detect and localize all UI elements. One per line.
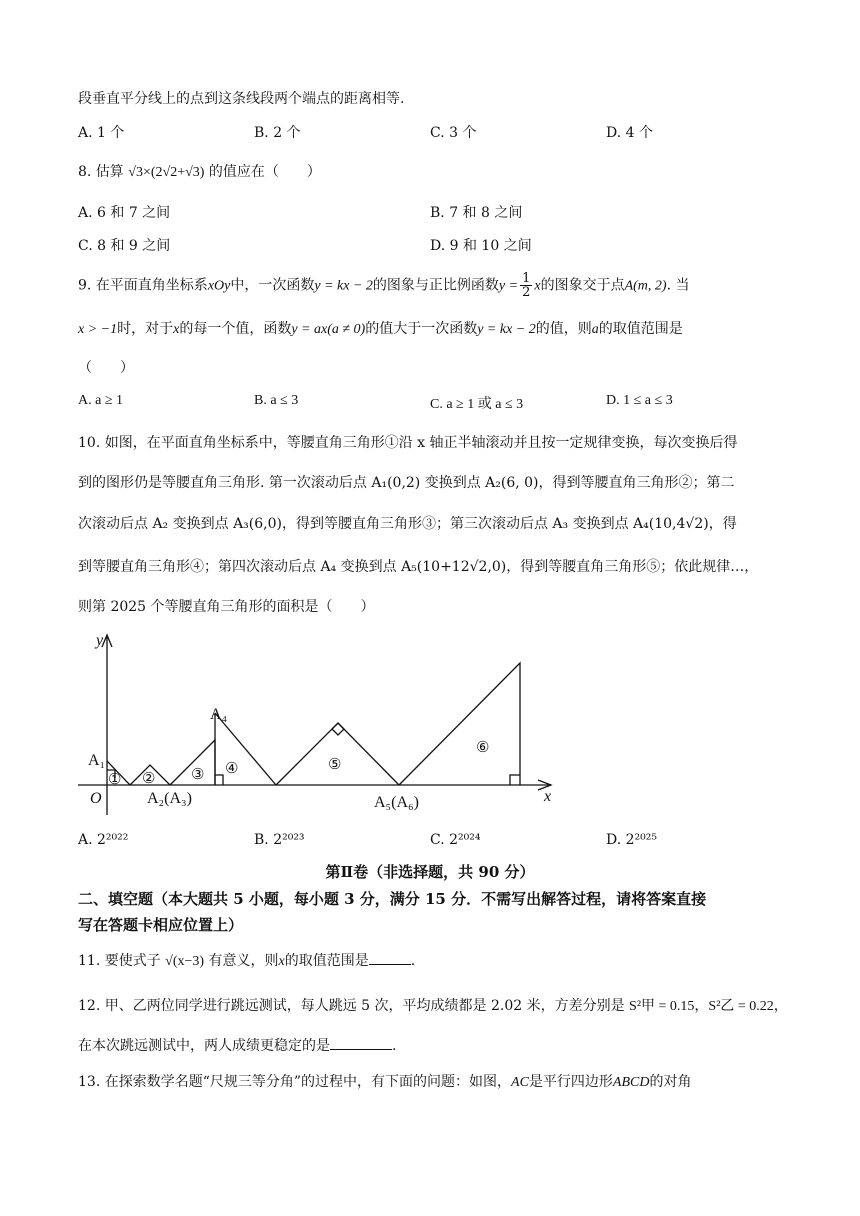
- q10-line-3: 次滚动后点 A₂ 变换到点 A₃(6,0)，得到等腰直角三角形③；第三次滚动后点 A₃ 变换到点 A₄(10,4√2)，得: [78, 516, 737, 532]
- option-d[interactable]: D. 2²⁰²⁵: [606, 832, 657, 848]
- question-8: [78, 161, 321, 181]
- point-label-a4: A₄: [210, 706, 228, 723]
- q9-text: 的每一个值，函数: [179, 321, 292, 337]
- option-b[interactable]: B. a ≤ 3: [254, 393, 299, 408]
- option-c[interactable]: C. 2²⁰²⁴: [430, 832, 481, 848]
- option-d[interactable]: D. 4 个: [606, 125, 653, 141]
- option-a[interactable]: A. 2²⁰²²: [78, 832, 129, 848]
- question-12-line-2: [78, 1035, 396, 1055]
- origin-label: O: [90, 790, 102, 807]
- option-b[interactable]: B. 2 个: [254, 125, 301, 141]
- point-label-a2-a3: A₂(A₃): [147, 790, 192, 807]
- q9-math: x: [534, 278, 541, 294]
- q9-text: 的取值范围是: [598, 321, 683, 337]
- right-angle-mark: [510, 775, 520, 785]
- q13-text: 是平行四边形: [528, 1074, 613, 1090]
- option-c[interactable]: C. 3 个: [430, 125, 477, 141]
- q9-math: x: [173, 322, 180, 337]
- section-title: 第Ⅱ卷（非选择题，共 90 分）: [325, 863, 535, 881]
- q9-math: a: [591, 322, 599, 337]
- q9-math: y = kx − 2: [477, 322, 536, 337]
- triangle-5: [276, 723, 399, 785]
- q11-text: 有意义，则: [208, 953, 279, 969]
- triangle-label-2: ②: [142, 771, 156, 787]
- q8-prefix: 8. 估算: [78, 164, 124, 180]
- q8-expression: √3×(2√2+√3): [128, 165, 205, 180]
- q9-text: 时，对于: [117, 321, 174, 337]
- right-angle-mark: [332, 723, 344, 735]
- part-2-heading: 二、填空题（本大题共 5 小题，每小题 3 分，满分 15 分．不需写出解答过程，请将答案直接: [78, 890, 707, 908]
- q9-math: A(m, 2): [624, 278, 667, 294]
- triangle-label-5: ⑤: [328, 757, 342, 773]
- q12-text: 12. 甲、乙两位同学进行跳远测试，每人跳远 5 次，平均成绩都是 2.02 米，方差分别是: [78, 998, 625, 1014]
- q9-text: 的值大于一次函数: [365, 321, 478, 337]
- q9-text: 中，一次函数: [230, 277, 315, 294]
- q9-text: 的值，则: [535, 321, 592, 337]
- fraction-denominator: 2: [522, 285, 531, 300]
- q10-line-4: 到等腰直角三角形④；第四次滚动后点 A₄ 变换到点 A₅(10+12√2,0)，得到等腰直角三角形⑤；依此规律…，: [78, 559, 759, 575]
- q12-variances: S²甲 = 0.15，S²乙 = 0.22，: [629, 999, 788, 1014]
- q9-blank: （ ）: [78, 360, 134, 376]
- triangle-label-1: ①: [108, 772, 122, 788]
- q9-text: 的图象交于点: [540, 277, 625, 294]
- q10-line-5: 则第 2025 个等腰直角三角形的面积是（ ）: [78, 599, 375, 615]
- triangle-label-6: ⑥: [476, 740, 490, 756]
- answer-blank[interactable]: [330, 1049, 392, 1050]
- question-9-line-1: [78, 272, 689, 299]
- question-11: [78, 950, 415, 970]
- q10-line-2: 到的图形仍是等腰直角三角形. 第一次滚动后点 A₁(0,2) 变换到点 A₂(6, 0)，得到等腰直角三角形②；第二: [78, 475, 735, 491]
- text-line: 段垂直平分线上的点到这条线段两个端点的距离相等.: [78, 91, 405, 107]
- q9-fraction: [520, 272, 532, 299]
- option-b[interactable]: B. 2²⁰²³: [254, 832, 305, 848]
- rolling-triangles-figure: [70, 625, 570, 835]
- q13-math: ABCD: [612, 1075, 650, 1090]
- q11-text: .: [410, 953, 416, 969]
- q9-math: y =: [498, 278, 519, 294]
- option-a[interactable]: A. a ≥ 1: [78, 393, 124, 408]
- q11-text: 的取值范围是: [284, 953, 369, 969]
- triangle-label-4: ④: [225, 761, 239, 777]
- q9-math: xOy: [207, 278, 231, 294]
- q8-suffix: 的值应在（ ）: [208, 164, 321, 180]
- q13-text: 的对角: [649, 1074, 692, 1090]
- q9-math: y = kx − 2: [314, 278, 373, 294]
- q9-text: 9. 在平面直角坐标系: [78, 277, 208, 294]
- q9-math: x > −1: [78, 322, 118, 337]
- option-d[interactable]: D. 9 和 10 之间: [430, 238, 532, 254]
- point-label-a5-a6: A₅(A₆): [374, 794, 419, 811]
- question-9-line-2: [78, 318, 683, 338]
- option-a[interactable]: A. 6 和 7 之间: [78, 205, 171, 221]
- question-13: [78, 1071, 691, 1091]
- x-axis-label: x: [544, 788, 552, 805]
- q12-text: .: [392, 1038, 397, 1054]
- q12-text: 在本次跳远测试中，两人成绩更稳定的是: [78, 1038, 330, 1054]
- option-c[interactable]: C. a ≥ 1 或 a ≤ 3: [430, 397, 524, 412]
- q9-text: . 当: [666, 277, 690, 294]
- option-d[interactable]: D. 1 ≤ a ≤ 3: [606, 393, 673, 408]
- q9-text: 的图象与正比例函数: [372, 277, 499, 294]
- y-axis-label: y: [96, 632, 104, 649]
- answer-blank[interactable]: [369, 964, 411, 965]
- option-b[interactable]: B. 7 和 8 之间: [430, 205, 523, 221]
- q9-math: y = ax(a ≠ 0): [291, 322, 366, 337]
- option-a[interactable]: A. 1 个: [78, 125, 125, 141]
- triangle-6: [399, 663, 520, 785]
- q10-line-1: 10. 如图，在平面直角坐标系中，等腰直角三角形①沿 x 轴正半轴滚动并且按一定规律变换，每次变换后得: [78, 435, 738, 451]
- q11-math: x: [278, 954, 285, 969]
- point-label-a1: A₁: [88, 752, 106, 769]
- q13-math: AC: [511, 1075, 529, 1090]
- fraction-numerator: 1: [522, 271, 531, 286]
- right-angle-mark: [215, 775, 223, 785]
- q11-expression: √(x−3): [165, 954, 205, 969]
- q13-text: 13. 在探索数学名题“尺规三等分角”的过程中，有下面的问题：如图，: [78, 1074, 512, 1090]
- part-2-heading-cont: 写在答题卡相应位置上）: [78, 916, 244, 934]
- triangle-label-3: ③: [191, 767, 205, 783]
- question-12-line-1: [78, 995, 788, 1015]
- option-c[interactable]: C. 8 和 9 之间: [78, 238, 171, 254]
- q11-text: 11. 要使式子: [78, 953, 161, 969]
